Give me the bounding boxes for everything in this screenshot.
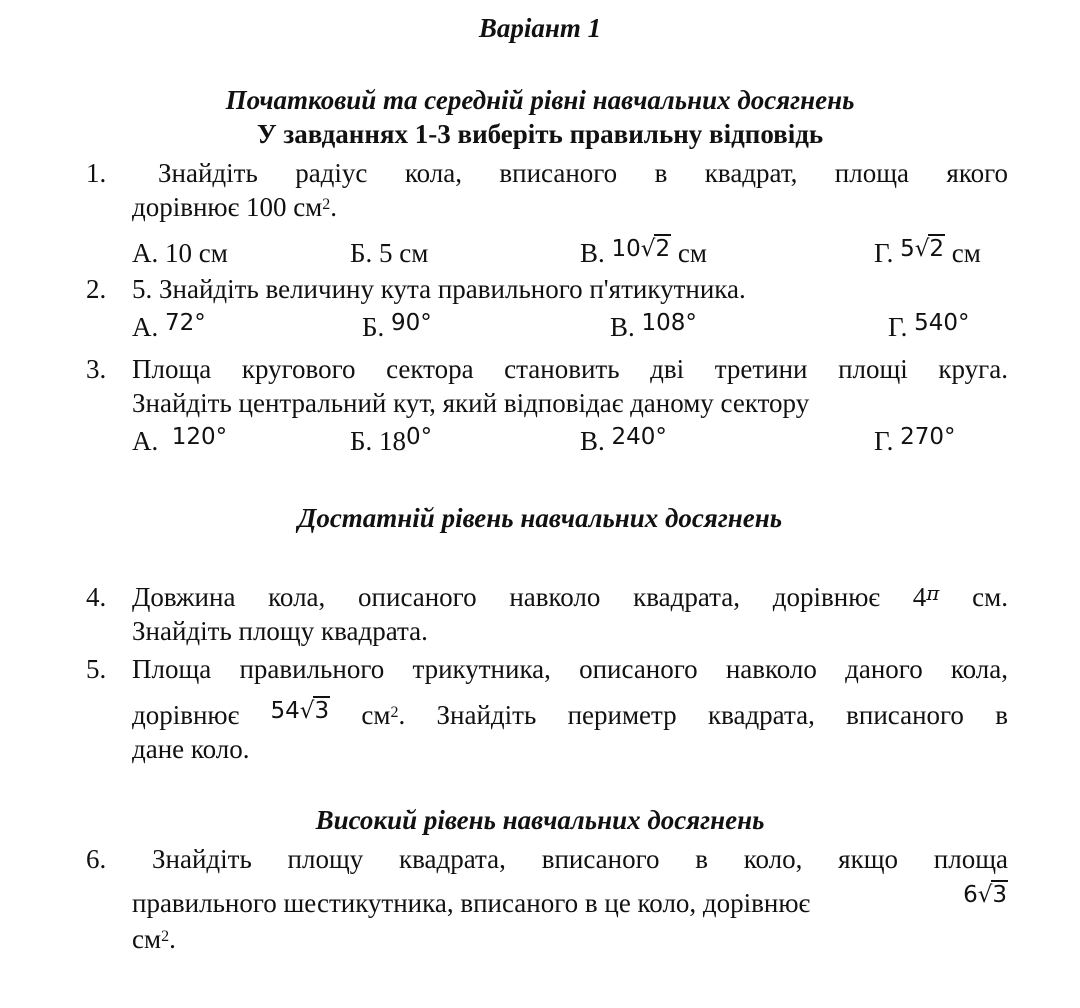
q3-option-c: В. 240° <box>580 424 667 456</box>
q1-line2-end: . <box>330 192 338 222</box>
q1-option-d: Г. 5√2 см <box>874 236 981 268</box>
q1-sup: 2 <box>322 196 331 213</box>
q1-line2 <box>132 190 1008 224</box>
q3-line1: Площа кругового сектора становить дві третини площі круга. <box>132 354 1008 384</box>
pi-symbol: π <box>926 581 940 605</box>
q3-number: 3. <box>86 354 107 384</box>
q5-line3: дане коло. <box>132 734 250 764</box>
q3-option-a: А. 120° <box>132 424 228 456</box>
q2-option-b: Б. 90° <box>362 310 432 342</box>
q1-number: 1. <box>86 158 107 188</box>
variant-title: Варіант 1 <box>478 13 602 43</box>
q5-line1: Площа правильного трикутника, описаного навколо даного кола, <box>132 654 1008 684</box>
q6-line3: $см^2$. <box>132 924 176 954</box>
q3-option-b: Б. 180° <box>350 424 433 456</box>
q2-option-a: А. 72° <box>132 310 206 342</box>
q1-line2-text: дорівнює 100 см <box>132 192 323 222</box>
q1-option-c: В. 10√2 см <box>580 236 707 268</box>
q6-line1: Знайдіть площу квадрата, вписаного в коло, якщо площа <box>152 844 1008 874</box>
q2-option-c: В. 108° <box>610 310 697 342</box>
q1-line1-text: Знайдіть радіус кола, вписаного в квадрат, площа якого <box>158 158 1008 188</box>
q3-line2: Знайдіть центральний кут, який відповідає даному сектору <box>132 388 810 418</box>
section1-instruction: У завданнях 1-3 виберіть правильну відповідь <box>256 119 824 149</box>
section3-title: Високий рівень навчальних досягнень <box>315 805 765 835</box>
q2-text: 5. Знайдіть величину кута правильного п'ятикутника. <box>132 274 746 304</box>
q2-option-d: Г. 540° <box>888 310 970 342</box>
q6-line2: правильного шестикутника, вписаного в це коло, дорівнює 6√3 <box>132 882 1007 918</box>
q5-line2: дорівнює 54√3 $см^2$. Знайдіть периметр квадрата, вписаного в <box>132 698 1008 730</box>
q1-option-a: А. 10 см <box>132 238 228 268</box>
q3-option-d: Г. 270° <box>874 424 956 456</box>
q1-line1 <box>132 156 1008 190</box>
q4-line1: Довжина кола, описаного навколо квадрата, дорівнює $4^\pi$ см. <box>132 581 1008 612</box>
q1-option-b: Б. 5 см <box>350 238 429 268</box>
section1-title: Початковий та середній рівні навчальних досягнень <box>225 85 855 115</box>
q2-number: 2. <box>86 274 107 304</box>
q4-line2: Знайдіть площу квадрата. <box>132 616 428 646</box>
section2-title: Достатній рівень навчальних досягнень <box>297 503 783 533</box>
q5-number: 5. <box>86 654 107 684</box>
q4-number: 4. <box>86 582 107 612</box>
q6-number: 6. <box>86 844 107 874</box>
